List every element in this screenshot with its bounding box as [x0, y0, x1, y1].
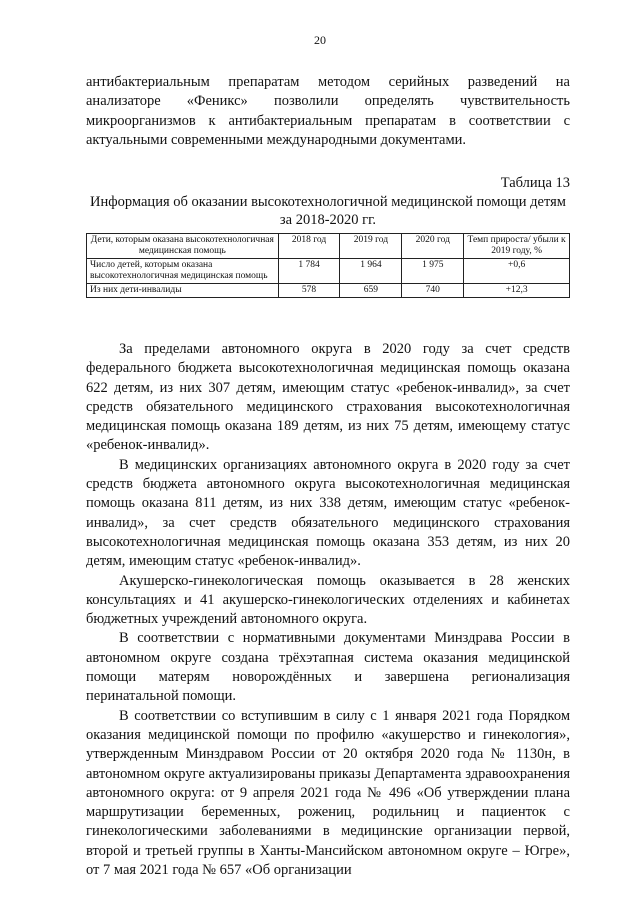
- paragraph: В соответствии с нормативными документами Минздрава России в автономном округе создана трёхэтапная система оказания медицинской помощи матерям новорождённых и завершена регионализация перинатальной помощи.: [86, 630, 570, 705]
- paragraph: Акушерско-гинекологическая помощь оказывается в 28 женских консультациях и 41 акушерско-гинекологических отделениях и кабинетах бюджетных учреждений автономного округа.: [86, 572, 570, 628]
- table-cell: 659: [340, 284, 402, 298]
- table-cell: +0,6: [464, 259, 570, 284]
- table-cell: +12,3: [464, 284, 570, 298]
- table-caption: Таблица 13: [500, 175, 570, 191]
- paragraph: В соответствии со вступившим в силу с 1 января 2021 года Порядком оказания медицинской помощи по профилю «акушерство и гинекология», утвержденным Минздравом России от 20 октября 2020 года № 1130н, в автономном округе актуализированы приказы Департамента здравоохранения автономного округа: от 9 апреля 2021 года № 496 «Об утверждении плана маршрутизации беременных, рожениц, родильниц и пациенток с гинекологическими заболеваниями в медицинские организации первой, второй и третьей группы в Ханты-Мансийском автономном округе – Югре», от 7 мая 2021 года № 657 «Об организации: [86, 707, 570, 879]
- table-header-cell: Темп прироста/ убыли к 2019 году, %: [464, 234, 570, 259]
- paragraph: За пределами автономного округа в 2020 году за счет средств федерального бюджета высокотехнологичная медицинская помощь оказана 622 детям, из них 307 детям, имеющим статус «ребенок-инвалид», за счет средств обязательного медицинского страхования высокотехнологичная медицинская помощь оказана 189 детям, из них 75 детям, имеющему статус «ребенок-инвалид».: [86, 341, 570, 454]
- table-header-row: [87, 234, 570, 259]
- table-cell: 740: [402, 284, 464, 298]
- table-cell: Число детей, которым оказана высокотехнологичная медицинская помощь: [87, 259, 279, 284]
- table-cell: 578: [278, 284, 340, 298]
- table-header-cell: Дети, которым оказана высокотехнологичная медицинская помощь: [87, 234, 279, 259]
- body-text: [86, 340, 570, 880]
- table-header-cell: 2020 год: [402, 234, 464, 259]
- table-header-cell: 2018 год: [278, 234, 340, 259]
- table-row: [87, 284, 570, 298]
- intro-text: антибактериальным препаратам методом серийных разведений на анализаторе «Феникс» позволили определять чувствительность микроорганизмов к антибактериальным препаратам в соответствии с актуальными современными международными документами.: [86, 74, 570, 148]
- table-cell: 1 784: [278, 259, 340, 284]
- table-row: [87, 259, 570, 284]
- paragraph: В медицинских организациях автономного округа в 2020 году за счет средств бюджета автономного округа высокотехнологичная медицинская помощь оказана 811 детям, из них 338 детям, имеющим статус «ребенок-инвалид», за счет средств обязательного медицинского страхования высокотехнологичная медицинская помощь оказана 353 детям, из них 20 детям, имеющим статус «ребенок-инвалид».: [86, 456, 570, 570]
- table-title: Информация об оказании высокотехнологичной медицинской помощи детям за 2018-2020 гг.: [90, 194, 566, 228]
- table-header-cell: 2019 год: [340, 234, 402, 259]
- table-cell: 1 964: [340, 259, 402, 284]
- intro-paragraph: [86, 73, 570, 150]
- vmp-children-table: [86, 233, 570, 298]
- table-cell: 1 975: [402, 259, 464, 284]
- page-number: 20: [314, 33, 326, 47]
- table-cell: Из них дети-инвалиды: [87, 284, 279, 298]
